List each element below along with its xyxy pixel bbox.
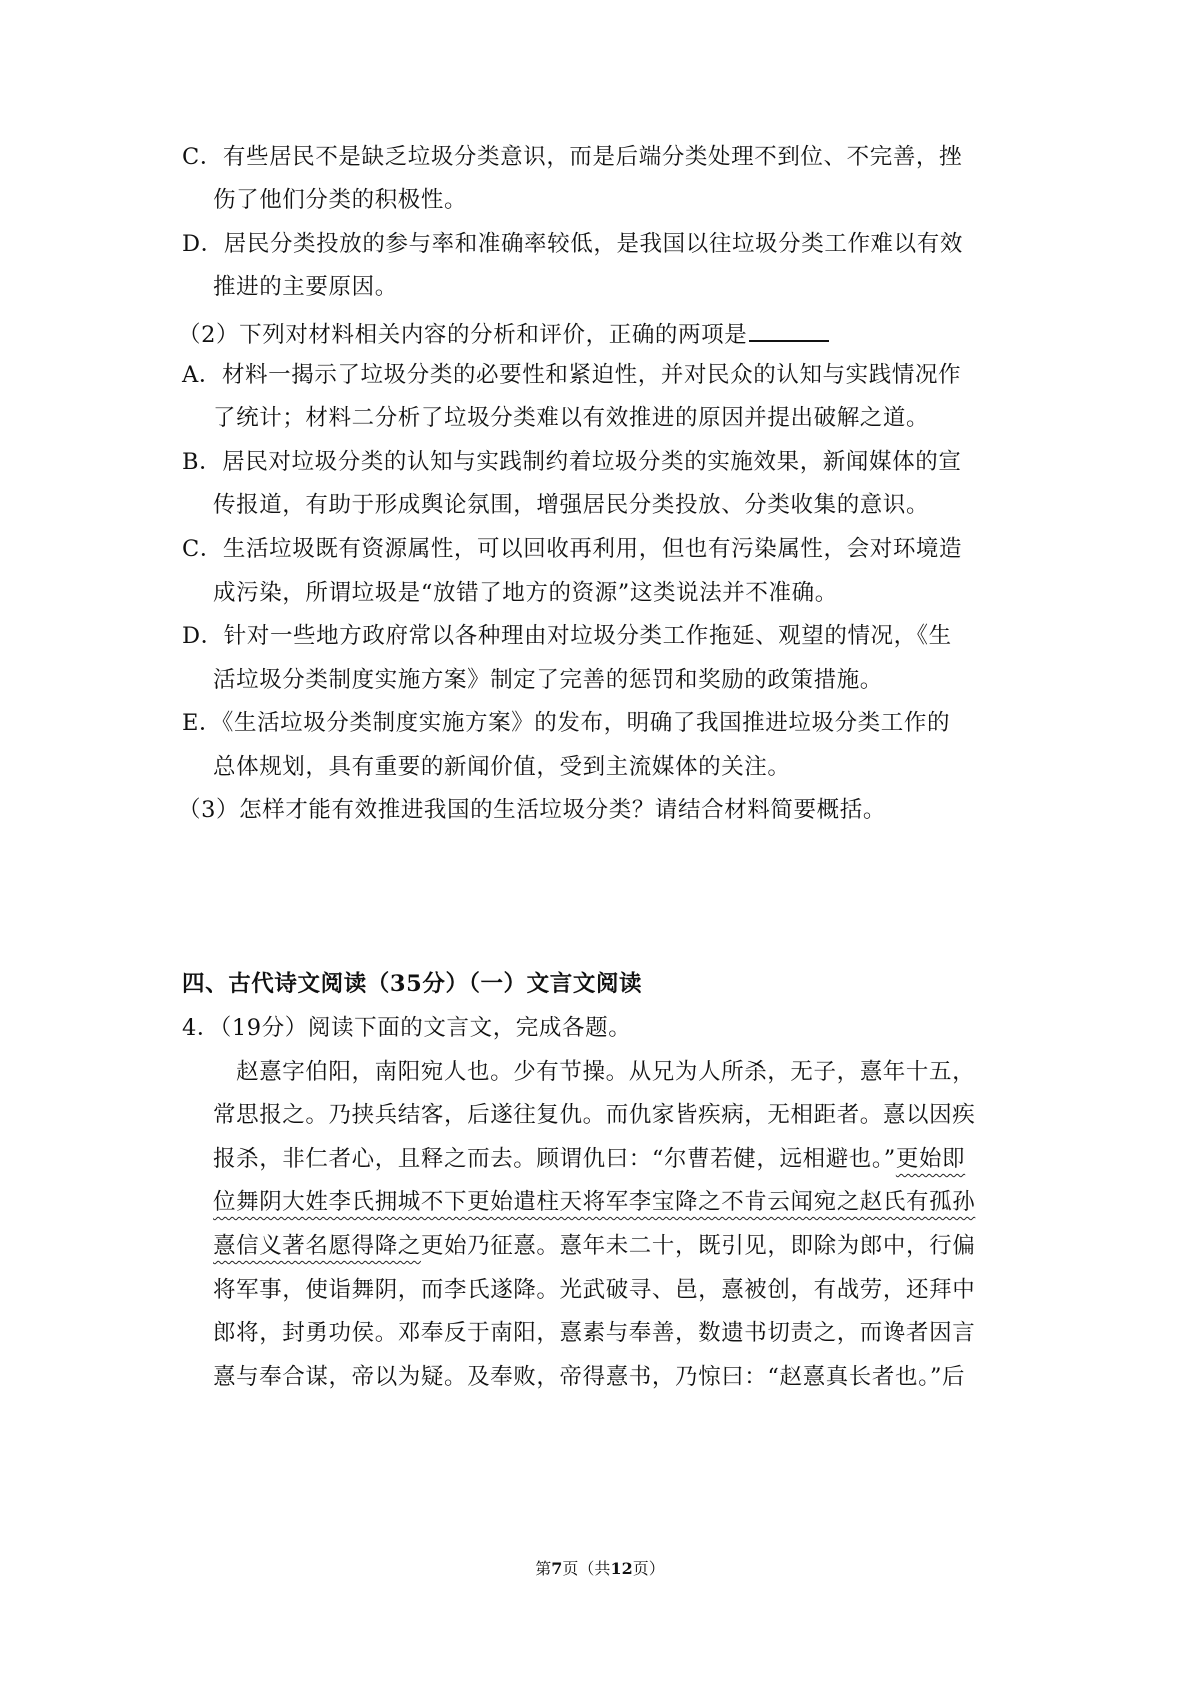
- wavy-underlined-text: 更始即: [895, 1146, 966, 1172]
- question-4: 4．（19分）阅读下面的文言文，完成各题。: [182, 1015, 632, 1041]
- option-b-line-2: 传报道，有助于形成舆论氛围，增强居民分类投放、分类收集的意识。: [213, 492, 930, 518]
- option-c-line-1: C．有些居民不是缺乏垃圾分类意识，而是后端分类处理不到位、不完善，挫: [182, 144, 963, 170]
- footer-suffix: 页）: [632, 1559, 665, 1578]
- footer-total-pages: 12: [610, 1559, 633, 1578]
- option-a-line-1: A．材料一揭示了垃圾分类的必要性和紧迫性，并对民众的认知与实践情况作: [182, 362, 962, 388]
- answer-blank: [749, 316, 829, 342]
- option-a-line-2: 了统计；材料二分析了垃圾分类难以有效推进的原因并提出破解之道。: [213, 405, 930, 431]
- option-d2-line-1: D．针对一些地方政府常以各种理由对垃圾分类工作拖延、观望的情况，《生: [182, 623, 952, 649]
- passage-line-6: 将军事，使诣舞阴，而李氏遂降。光武破寻、邑，憙被创，有战劳，还拜中: [213, 1277, 976, 1303]
- section-heading: 四、古代诗文阅读（35分）（一）文言文阅读: [182, 971, 643, 997]
- page-footer: [0, 1558, 1200, 1580]
- passage-line-8: 憙与奉合谋，帝以为疑。及奉败，帝得憙书，乃惊曰：“赵憙真长者也。”后: [213, 1364, 966, 1390]
- passage-line-5-text: 更始乃征憙。憙年未二十，既引见，即除为郎中，行偏: [420, 1233, 976, 1259]
- footer-mid: 页（共: [562, 1559, 611, 1578]
- question-2-text: （2）下列对材料相关内容的分析和评价，正确的两项是: [178, 322, 748, 348]
- passage-line-5: [213, 1231, 975, 1261]
- passage-line-3: [213, 1144, 965, 1174]
- option-d-line-2: 推进的主要原因。: [213, 274, 398, 300]
- option-b-line-1: B．居民对垃圾分类的认知与实践制约着垃圾分类的实施效果，新闻媒体的宣: [182, 449, 962, 475]
- option-e-line-2: 总体规划，具有重要的新闻价值，受到主流媒体的关注。: [213, 754, 791, 780]
- passage-line-2: 常思报之。乃挟兵结客，后遂往复仇。而仇家皆疾病，无相距者。憙以因疾: [213, 1102, 976, 1128]
- passage-line-7: 郎将，封勇功侯。邓奉反于南阳，憙素与奉善，数遗书切责之，而谗者因言: [213, 1320, 976, 1346]
- footer-prefix: 第: [535, 1559, 552, 1578]
- question-2: [178, 316, 829, 350]
- option-c2-line-2: 成污染，所谓垃圾是“放错了地方的资源”这类说法并不准确。: [213, 580, 838, 606]
- question-3: （3）怎样才能有效推进我国的生活垃圾分类？请结合材料简要概括。: [178, 797, 886, 823]
- passage-line-1: 赵憙字伯阳，南阳宛人也。少有节操。从兄为人所杀，无子，憙年十五，: [236, 1059, 976, 1085]
- option-c-line-2: 伤了他们分类的积极性。: [213, 187, 468, 213]
- passage-line-4: [213, 1187, 975, 1217]
- option-d2-line-2: 活垃圾分类制度实施方案》制定了完善的惩罚和奖励的政策措施。: [213, 667, 883, 693]
- wavy-underlined-text: 位舞阴大姓李氏拥城不下更始遣柱天将军李宝降之不肯云闻宛之赵氏有孤孙: [213, 1189, 976, 1215]
- option-c2-line-1: C．生活垃圾既有资源属性，可以回收再利用，但也有污染属性，会对环境造: [182, 536, 963, 562]
- passage-line-3-text: 报杀，非仁者心，且释之而去。顾谓仇曰：“尔曹若健，远相避也。”: [213, 1146, 896, 1172]
- wavy-underlined-text: 憙信义著名愿得降之: [213, 1233, 421, 1259]
- option-e-line-1: E．《生活垃圾分类制度实施方案》的发布，明确了我国推进垃圾分类工作的: [182, 710, 951, 736]
- option-d-line-1: D．居民分类投放的参与率和准确率较低，是我国以往垃圾分类工作难以有效: [182, 231, 963, 257]
- footer-page-number: 7: [551, 1559, 563, 1578]
